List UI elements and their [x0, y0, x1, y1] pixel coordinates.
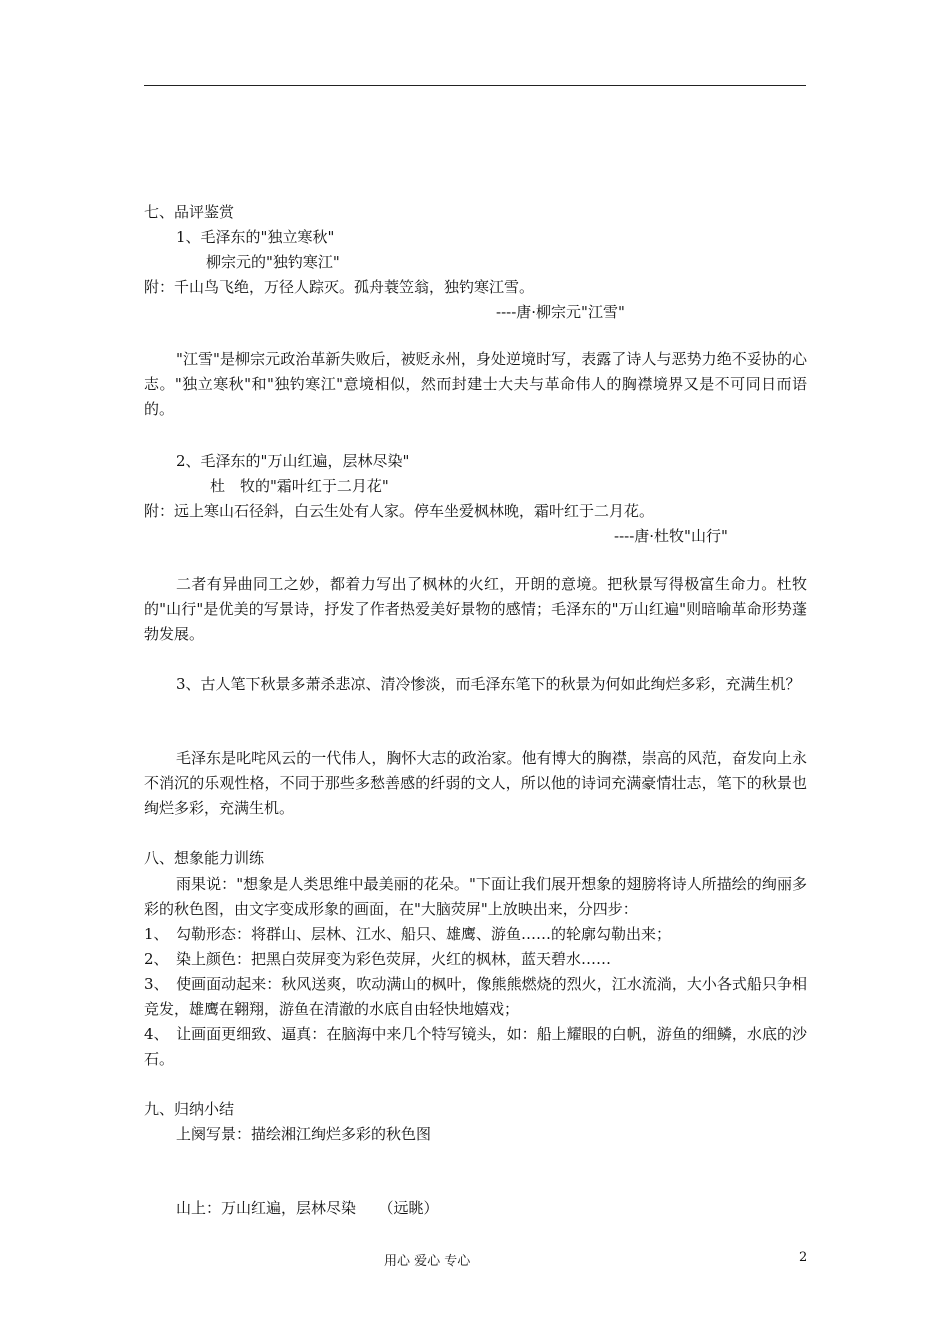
paragraph-2: 二者有异曲同工之妙，都着力写出了枫林的火红，开朗的意境。把秋景写得极富生命力。杜牧的"山行"是优美的写景诗，抒发了作者热爱美好景物的感情；毛泽东的"万山红遍"则暗喻革命形势蓬勃发展。 [144, 575, 807, 643]
question-3: 3、古人笔下秋景多萧杀悲凉、清冷惨淡，而毛泽东笔下的秋景为何如此绚烂多彩，充满生机？ [176, 675, 801, 693]
page-footer: 用心 爱心 专心 [384, 1254, 471, 1269]
poem-source-1: ----唐·柳宗元"江雪" [496, 303, 625, 321]
summary-line-2: 山上：万山红遍，层林尽染 （远眺） [176, 1199, 439, 1217]
section-heading-7: 七、品评鉴赏 [144, 203, 235, 221]
appendix-poem-1: 附：千山鸟飞绝，万径人踪灭。孤舟蓑笠翁，独钓寒江雪。 [144, 278, 535, 296]
step-3: 3、 使画面动起来：秋风送爽，吹动满山的枫叶，像熊熊燃烧的烈火，江水流淌，大小各式船只争相竞发，雄鹰在翱翔，游鱼在清澈的水底自由轻快地嬉戏； [144, 975, 807, 1018]
section-heading-9: 九、归纳小结 [144, 1100, 235, 1118]
paragraph-3: 毛泽东是叱咤风云的一代伟人，胸怀大志的政治家。他有博大的胸襟，崇高的风范，奋发向上永不消沉的乐观性格，不同于那些多愁善感的纤弱的文人，所以他的诗词充满豪情壮志，笔下的秋景也绚烂多彩，充满生机。 [144, 749, 807, 817]
imagination-intro: 雨果说："想象是人类思维中最美丽的花朵。"下面让我们展开想象的翅膀将诗人所描绘的绚丽多彩的秋色图，由文字变成形象的画面，在"大脑荧屏"上放映出来，分四步： [144, 875, 807, 918]
step-1: 1、 勾勒形态：将群山、层林、江水、船只、雄鹰、游鱼……的轮廓勾勒出来； [144, 925, 672, 943]
poem-source-2: ----唐·杜牧"山行" [614, 527, 728, 545]
item1-line-a: 1、毛泽东的"独立寒秋" [176, 228, 335, 246]
header-rule [144, 85, 806, 86]
appendix-poem-2: 附：远上寒山石径斜，白云生处有人家。停车坐爱枫林晚，霜叶红于二月花。 [144, 502, 655, 520]
item2-line-a: 2、毛泽东的"万山红遍，层林尽染" [176, 452, 410, 470]
step-2: 2、 染上颜色：把黑白荧屏变为彩色荧屏，火红的枫林，蓝天碧水…… [144, 950, 612, 968]
step-4: 4、 让画面更细致、逼真：在脑海中来几个特写镜头，如：船上耀眼的白帆，游鱼的细鳞，水底的沙石。 [144, 1025, 807, 1068]
section-heading-8: 八、想象能力训练 [144, 849, 265, 867]
item2-line-b: 杜 牧的"霜叶红于二月花" [210, 477, 389, 495]
summary-line-1: 上阕写景：描绘湘江绚烂多彩的秋色图 [176, 1125, 432, 1143]
item1-line-b: 柳宗元的"独钓寒江" [206, 253, 340, 271]
paragraph-1: "江雪"是柳宗元政治革新失败后，被贬永州，身处逆境时写，表露了诗人与恶势力绝不妥协的心志。"独立寒秋"和"独钓寒江"意境相似，然而封建士大夫与革命伟人的胸襟境界又是不可同日而语的。 [144, 350, 807, 418]
page-number: 2 [799, 1250, 808, 1265]
